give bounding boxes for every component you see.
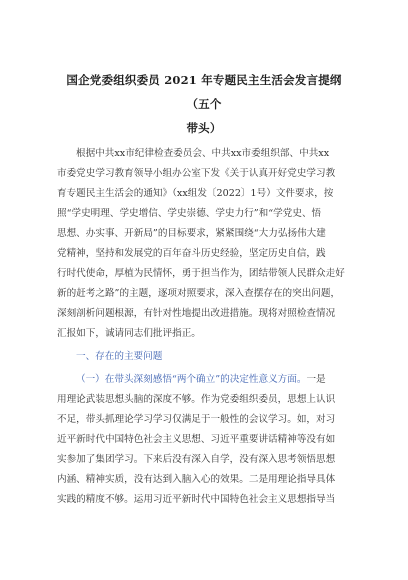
title-line-2: 带头）	[186, 121, 222, 135]
intro-line: 行时代使命，厚植为民情怀，勇于担当作为，团结带领人民群众走好	[57, 268, 345, 279]
intro-line: 照“学史明理、学史增信、学史崇德、学史力行”和“学党史、悟	[57, 208, 322, 219]
intro-line: 党精神，坚持和发展党的百年奋斗历史经验，坚定历史自信，践	[57, 248, 326, 259]
intro-line: 新的赶考之路”的主题，逐项对照要求，深入查摆存在的突出问题，	[57, 288, 341, 299]
intro-line: 思想、办实事、开新局”的目标要求，紧紧围绕“大力弘扬伟大建	[57, 228, 326, 239]
body-line: 不足，带头抓理论学习学习仅满足于一般性的会议学习。如，对习	[57, 414, 336, 425]
intro-line: 深刻剖析问题根源，有针对性地提出改进措施。现将对照检查情况	[57, 308, 336, 319]
body-line: 实参加了集团学习。下来后没有深入自学，没有深入思考领悟思想	[57, 454, 336, 465]
body-line: 用理论武装思想头脑的深度不够。作为党委组织委员，思想上认识	[57, 394, 336, 405]
body-line: 内涵、精神实质，没有达到入脑入心的效果。二是用理论指导具体	[57, 474, 336, 485]
section-heading: 一、存在的主要问题	[76, 351, 163, 362]
title-line-1: 国企党委组织委员 2021 年专题民主生活会发言提纲（五个	[66, 73, 342, 111]
intro-line: 市委党史学习教育领导小组办公室下发《关于认真开好党史学习教	[57, 168, 336, 179]
intro-line: 育专题民主生活会的通知》（xx组发〔2022〕1号）文件要求，按	[57, 188, 334, 199]
subsection-paragraph-first-line	[76, 370, 326, 390]
subsection-continuation: 一是	[306, 374, 326, 385]
intro-line: 根据中共xx市纪律检查委员会、中共xx市委组织部、中共xx	[76, 148, 330, 159]
subsection-label: （一）在带头深刻感悟“两个确立”的决定性意义方面。	[76, 374, 307, 385]
body-line: 近平新时代中国特色社会主义思想、习近平重要讲话精神等没有如	[57, 434, 336, 445]
body-line: 实践的精度不够。运用习近平新时代中国特色社会主义思想指导当	[57, 494, 336, 505]
document-title	[56, 68, 352, 140]
intro-line: 汇报如下，诚请同志们批评指正。	[57, 328, 201, 339]
